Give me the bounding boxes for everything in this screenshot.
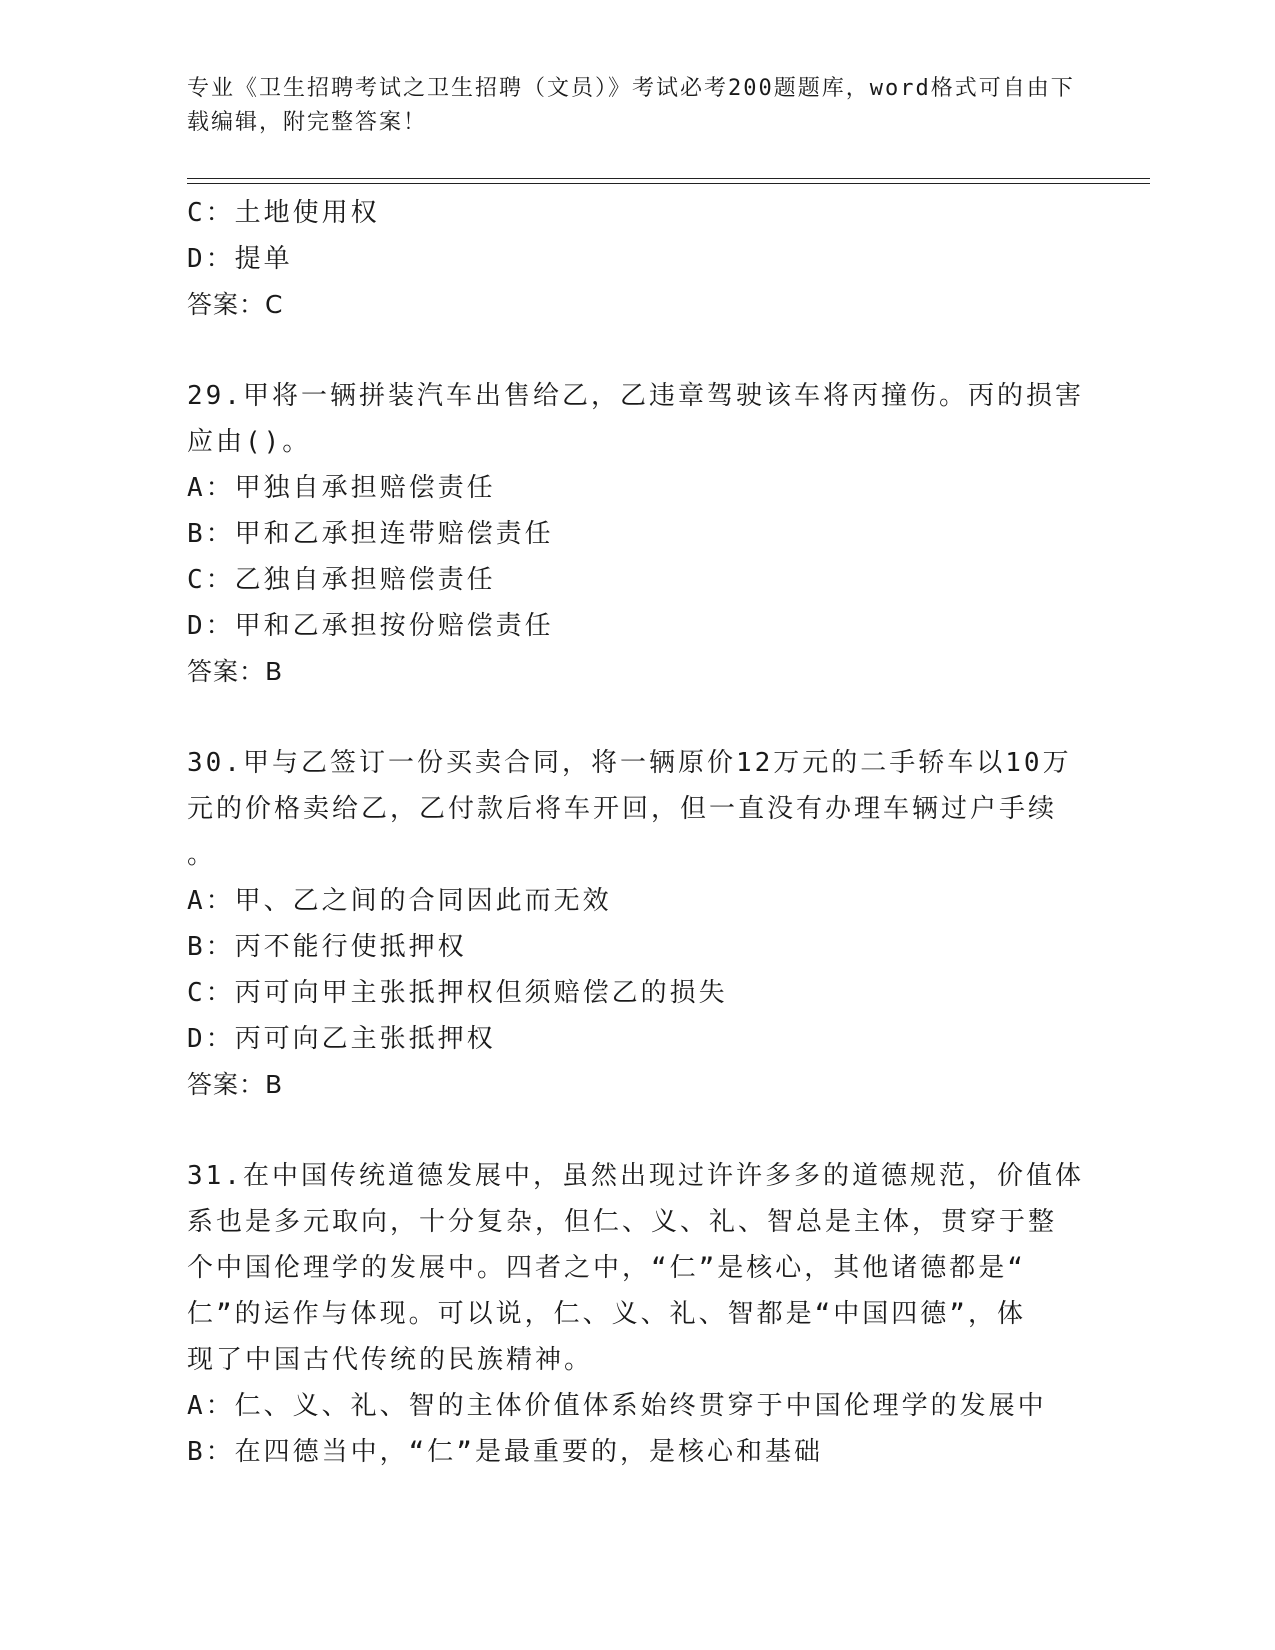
option-b: B：丙不能行使抵押权 — [187, 932, 467, 962]
option-b: B：甲和乙承担连带赔偿责任 — [187, 519, 554, 549]
question-stem-line: 仁”的运作与体现。可以说，仁、义、礼、智都是“中国四德”，体 — [187, 1299, 1026, 1329]
question-stem-line: 元的价格卖给乙，乙付款后将车开回，但一直没有办理车辆过户手续 — [187, 794, 1058, 824]
answer-line: 答案：C — [187, 290, 284, 319]
option-a: A：仁、义、礼、智的主体价值体系始终贯穿于中国伦理学的发展中 — [187, 1391, 1047, 1421]
option-c: C：丙可向甲主张抵押权但须赔偿乙的损失 — [187, 978, 728, 1008]
option-c: C：乙独自承担赔偿责任 — [187, 565, 496, 595]
answer-line: 答案：B — [187, 657, 284, 686]
question-stem-line: 系也是多元取向，十分复杂，但仁、义、礼、智总是主体，贯穿于整 — [187, 1207, 1058, 1237]
previous-question — [187, 190, 1087, 328]
question-29 — [187, 373, 1087, 695]
option-d: D：提单 — [187, 244, 293, 274]
question-31 — [187, 1153, 1087, 1475]
question-stem-line: 现了中国古代传统的民族精神。 — [187, 1345, 594, 1375]
document-header: 专业《卫生招聘考试之卫生招聘（文员）》考试必考200题题库，word格式可自由下载编辑，附完整答案！ — [187, 76, 1075, 135]
question-content — [187, 190, 1087, 1475]
header-divider-top — [187, 178, 1150, 179]
header-divider-bottom — [187, 183, 1150, 184]
question-stem-line: 30.甲与乙签订一份买卖合同，将一辆原价12万元的二手轿车以10万 — [187, 748, 1072, 778]
question-stem-line: 应由()。 — [187, 427, 312, 457]
question-stem-line: 。 — [187, 840, 217, 870]
option-a: A：甲、乙之间的合同因此而无效 — [187, 886, 612, 916]
question-stem-line: 31.在中国传统道德发展中，虽然出现过许许多多的道德规范，价值体 — [187, 1161, 1084, 1191]
option-c: C：土地使用权 — [187, 198, 380, 228]
answer-line: 答案：B — [187, 1070, 284, 1099]
option-a: A：甲独自承担赔偿责任 — [187, 473, 496, 503]
option-d: D：丙可向乙主张抵押权 — [187, 1024, 496, 1054]
question-stem-line: 个中国伦理学的发展中。四者之中，“仁”是核心，其他诸德都是“ — [187, 1253, 1026, 1283]
question-stem-line: 29.甲将一辆拼装汽车出售给乙，乙违章驾驶该车将丙撞伤。丙的损害 — [187, 381, 1084, 411]
option-b: B：在四德当中，“仁”是最重要的，是核心和基础 — [187, 1437, 823, 1467]
question-30 — [187, 740, 1087, 1108]
option-d: D：甲和乙承担按份赔偿责任 — [187, 611, 554, 641]
